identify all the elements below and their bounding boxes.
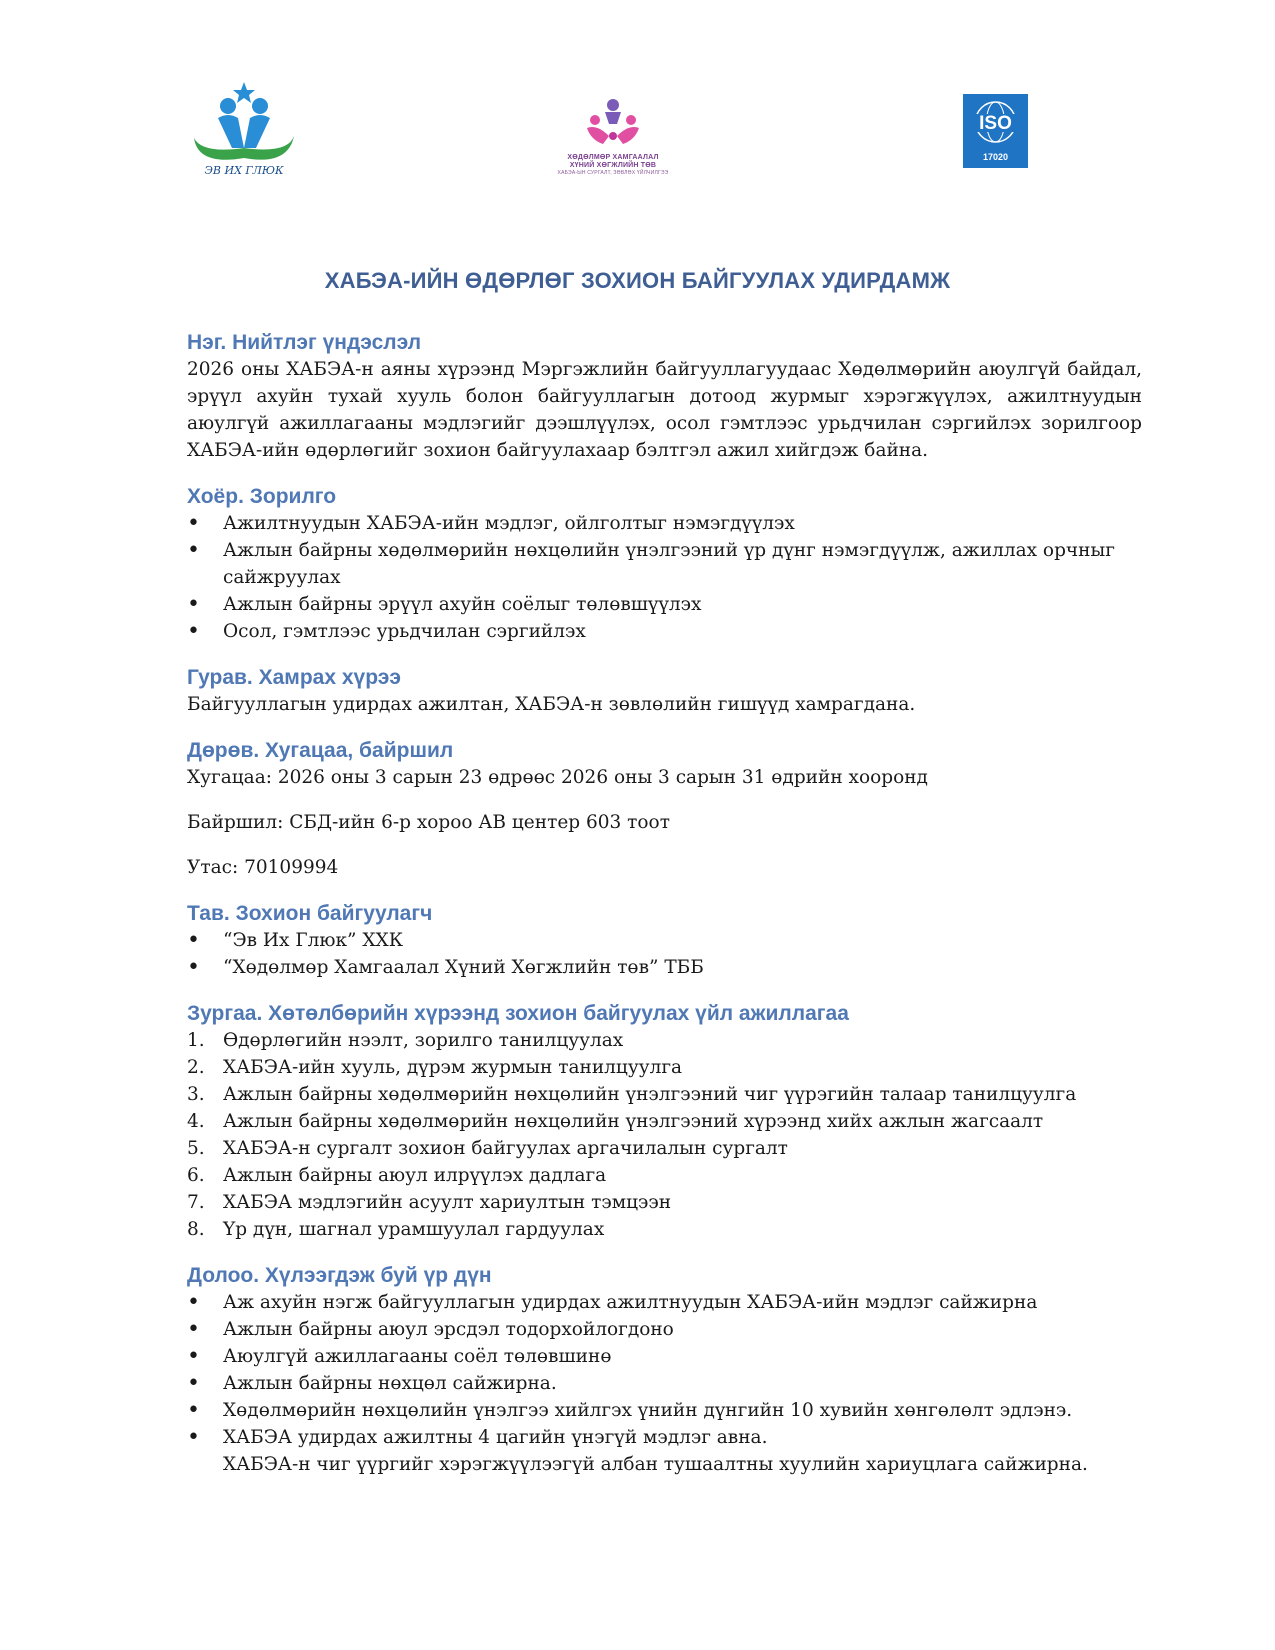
list-item: 4. Ажлын байрны хөдөлмөрийн нөхцөлийн үнэлгээний хүрээнд хийх ажлын жагсаалт: [187, 1111, 1044, 1132]
section-7-heading: Долоо. Хүлээгдэж буй үр дүн: [187, 1264, 492, 1287]
section-7-list: [187, 1289, 1142, 1478]
list-item: • Аж ахуйн нэгж байгууллагын удирдах ажилтнуудын ХАБЭА-ийн мэдлэг сайжирна: [187, 1289, 1142, 1316]
people-emblem-icon: [583, 98, 643, 150]
list-item: • Ажлын байрны аюул эрсдэл тодорхойлогдоно: [187, 1316, 1142, 1343]
list-item: 6. Ажлын байрны аюул илрүүлэх дадлага: [187, 1165, 607, 1186]
document-body: [187, 330, 1142, 1478]
hodolmor-hamgaalal-logo: ХӨДӨЛМӨР ХАМГААЛАЛ ХҮНИЙ ХӨГЖЛИЙН ТӨВ ХАБЭА-ЫН СУРГАЛТ, ЗӨВЛӨХ ҮЙЛЧИЛГЭЭ: [548, 98, 678, 184]
ev-ih-gluk-logo: [188, 78, 300, 180]
list-item: 7. ХАБЭА мэдлэгийн асуулт хариултын тэмцээн: [187, 1192, 672, 1213]
list-item: • Аюулгүй ажиллагааны соёл төлөвшинө: [187, 1343, 1142, 1370]
phone-text: Утас: 70109994: [187, 857, 339, 878]
section-5-list: [187, 927, 1142, 981]
section-1-heading: Нэг. Нийтлэг үндэслэл: [187, 331, 422, 354]
list-item: • Ажлын байрны нөхцөл сайжирна.: [187, 1370, 1142, 1397]
list-item: 8. Үр дүн, шагнал урамшуулал гардуулах: [187, 1219, 605, 1240]
last-line: ХАБЭА-н чиг үүргийг хэрэгжүүлээгүй албан тушаалтны хуулийн хариуцлага сайжирна.: [223, 1454, 1088, 1475]
duration-text: Хугацаа: 2026 оны 3 сарын 23 өдрөөс 2026 оны 3 сарын 31 өдрийн хооронд: [187, 767, 928, 788]
list-item: 1. Өдөрлөгийн нээлт, зорилго танилцуулах: [187, 1030, 624, 1051]
section-3-heading: Гурав. Хамрах хүрээ: [187, 666, 401, 689]
section-6-heading: Зургаа. Хөтөлбөрийн хүрээнд зохион байгуулах үйл ажиллагаа: [187, 1002, 849, 1025]
location-text: Байршил: СБД-ийн 6-р хороо АВ центер 603 тоот: [187, 812, 670, 833]
section-5-heading: Тав. Зохион байгуулагч: [187, 902, 433, 925]
list-item: • Осол, гэмтлээс урьдчилан сэргийлэх: [187, 618, 1142, 645]
list-item: • Ажилтнуудын ХАБЭА-ийн мэдлэг, ойлголтыг нэмэгдүүлэх: [187, 510, 1142, 537]
section-2-list: [187, 510, 1142, 645]
svg-text:ISO: ISO: [979, 113, 1012, 134]
list-item: • Ажлын байрны эрүүл ахуйн соёлыг төлөвшүүлэх: [187, 591, 1142, 618]
list-item: 3. Ажлын байрны хөдөлмөрийн нөхцөлийн үнэлгээний чиг үүрэгийн талаар танилцуулга: [187, 1084, 1077, 1105]
document-title: ХАБЭА-ИЙН ӨДӨРЛӨГ ЗОХИОН БАЙГУУЛАХ УДИРДАМЖ: [324, 268, 951, 293]
section-6-list: [187, 1027, 1142, 1243]
list-item: • Хөдөлмөрийн нөхцөлийн үнэлгээ хийлгэх үнийн дүнгийн 10 хувийн хөнгөлөлт эдлэнэ.: [187, 1397, 1142, 1424]
list-item: • ХАБЭА удирдах ажилтны 4 цагийн үнэгүй мэдлэг авна. ХАБЭА-н чиг үүргийг хэрэгжүүлээгүй албан тушаалтны хуулийн хариуцлага сайжирна.: [187, 1424, 1142, 1478]
list-item: • Ажлын байрны хөдөлмөрийн нөхцөлийн үнэлгээний үр дүнг нэмэгдүүлж, ажиллах орчныг сайжруулах: [187, 537, 1142, 591]
list-item: • “Хөдөлмөр Хамгаалал Хүний Хөгжлийн төв” ТББ: [187, 954, 1142, 981]
list-item: 2. ХАБЭА-ийн хууль, дүрэм журмын танилцуулга: [187, 1057, 683, 1078]
list-item: • “Эв Их Глюк” ХХК: [187, 927, 1142, 954]
section-3-text: Байгууллагын удирдах ажилтан, ХАБЭА-н зөвлөлийн гишүүд хамрагдана.: [187, 694, 916, 715]
svg-text:ЭВ ИХ ГЛЮК: ЭВ ИХ ГЛЮК: [204, 164, 284, 177]
section-2-heading: Хоёр. Зорилго: [187, 485, 337, 508]
section-4-heading: Дөрөв. Хугацаа, байршил: [187, 739, 454, 762]
logo-bar: [0, 70, 1275, 190]
section-1-text: 2026 оны ХАБЭА-н аяны хүрээнд Мэргэжлийн байгууллагуудаас Хөдөлмөрийн аюулгүй байдал, эрүүл ахуйн тухай хууль болон байгууллагын дотоод журмыг хэрэгжүүлэх, ажилтнуудын аюулгүй ажиллагааны мэдлэгийг дээшлүүлэх, осол гэмтлээс урьдчилан сэргийлэх зорилгоор ХАБЭА-ийн өдөрлөгийг зохион байгуулахаар бэлтгэл ажил хийгдэж байна.: [187, 359, 1142, 461]
list-item: 5. ХАБЭА-н сургалт зохион байгуулах аргачилалын сургалт: [187, 1138, 788, 1159]
iso-17020-logo: ISO 17020: [963, 94, 1028, 168]
